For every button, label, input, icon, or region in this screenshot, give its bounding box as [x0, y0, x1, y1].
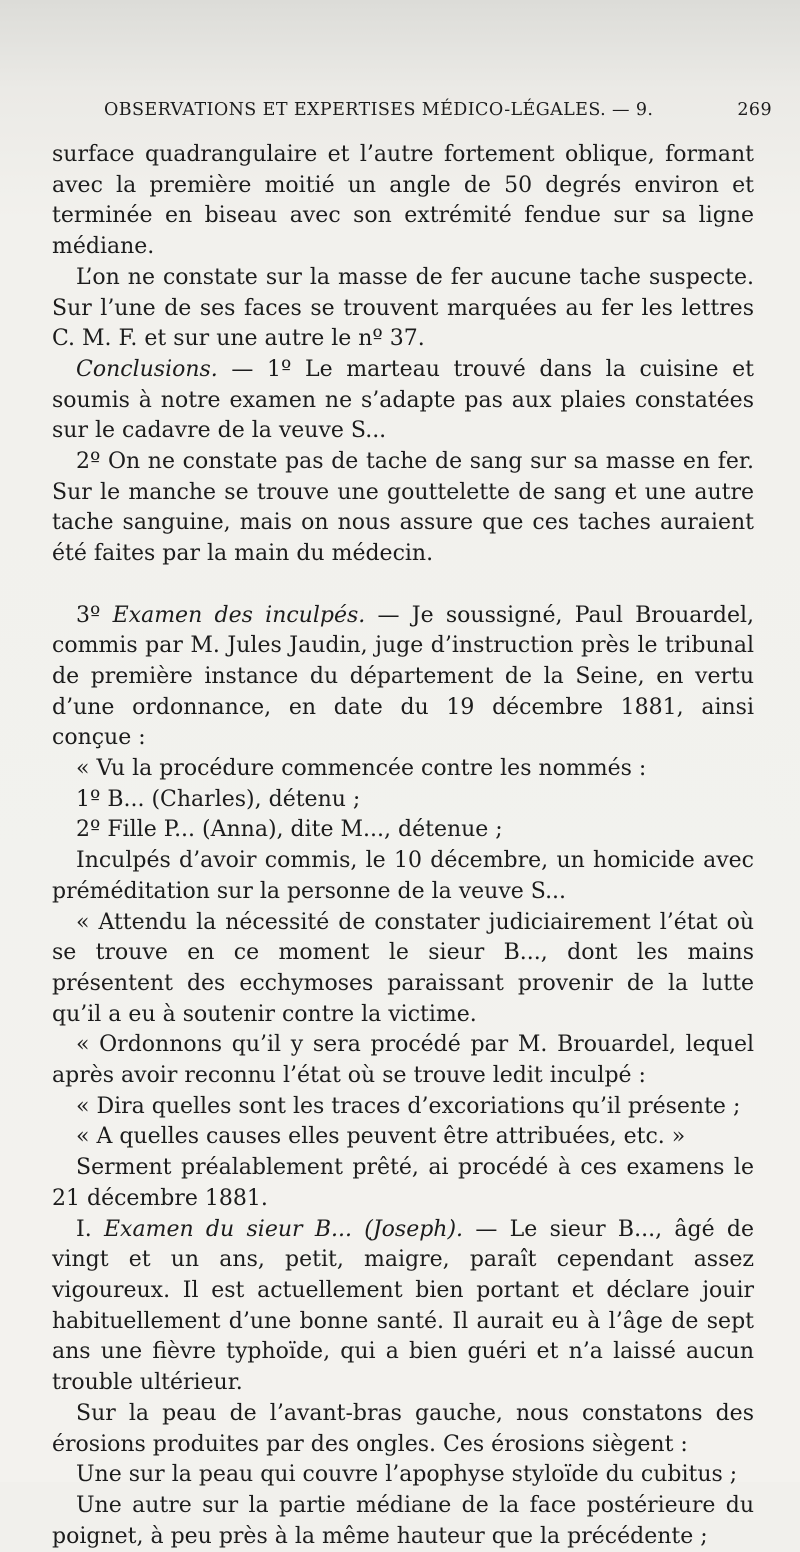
blank-line: [52, 570, 754, 601]
paragraph-heading: Examen des inculpés.: [112, 602, 366, 628]
paragraph-section: [52, 1215, 754, 1399]
paragraph-text: — 1º Le marteau trouvé dans la cuisine et soumis à notre examen ne s’adapte pas aux plaies constatées sur le cadavre de la veuve S...: [52, 356, 754, 444]
paragraph: [52, 785, 754, 816]
paragraph-text: Serment préalablement prêté, ai procédé à ces examens le 21 décembre 1881.: [52, 1155, 754, 1211]
paragraph-text: L’on ne constate sur la masse de fer aucune tache suspecte. Sur l’une de ses faces se trouvent marquées au fer les lettres C. M. F. et sur une autre le nº 37.: [52, 264, 754, 352]
paragraph: [52, 263, 754, 355]
paragraph-text: Une sur la peau qui couvre l’apophyse styloïde du cubitus ;: [76, 1462, 738, 1488]
paragraph-text: « Vu la procédure commencée contre les nommés :: [76, 756, 647, 782]
paragraph-text: « Attendu la nécessité de constater judiciairement l’état où se trouve en ce moment le sieur B..., dont les mains présentent des ecchymoses paraissant provenir de la lutte qu’il a eu à soutenir contre la victime.: [52, 909, 754, 1027]
paragraph: [52, 1030, 754, 1091]
paragraph-text: 1º B... (Charles), détenu ;: [76, 786, 361, 812]
paragraph: [52, 815, 754, 846]
paragraph-text: Inculpés d’avoir commis, le 10 décembre, un homicide avec préméditation sur la personne de la veuve S...: [52, 848, 754, 904]
paragraph-text: — Le sieur B..., âgé de vingt et un ans, petit, maigre, paraît cependant assez vigoureux. Il est actuellement bien portant et déclare jouir habituellement d’une bonne santé. Il aurait eu à l’âge de sept ans une fièvre typhoïde, qui a bien guéri et n’a laissé aucun trouble ultérieur.: [52, 1216, 754, 1396]
page-number: 269: [737, 100, 772, 120]
paragraph-text: « Dira quelles sont les traces d’excoriations qu’il présente ;: [76, 1093, 741, 1119]
paragraph: [52, 1092, 754, 1123]
paragraph: [52, 1153, 754, 1214]
paragraph-text: surface quadrangulaire et l’autre fortement oblique, formant avec la première moitié un angle de 50 degrés environ et terminée en biseau avec son extrémité fendue sur sa ligne médiane.: [52, 142, 754, 260]
paragraph: [52, 1460, 754, 1491]
paragraph-conclusions: [52, 355, 754, 447]
paragraph-section: [52, 601, 754, 755]
paragraph-text: Une autre sur la partie médiane de la face postérieure du poignet, à peu près à la même hauteur que la précédente ;: [52, 1492, 754, 1549]
paragraph: [52, 908, 754, 1031]
paragraph: [52, 447, 754, 570]
section-number: 3º: [76, 602, 113, 628]
paragraph: [52, 1491, 754, 1552]
paragraph: [52, 1122, 754, 1153]
paragraph-continuation: [52, 140, 754, 263]
running-header: [104, 100, 772, 120]
running-title: OBSERVATIONS ET EXPERTISES MÉDICO-LÉGALES. — 9.: [104, 100, 654, 120]
section-number: I.: [76, 1216, 104, 1242]
paragraph-text: 2º On ne constate pas de tache de sang sur sa masse en fer. Sur le manche se trouve une gouttelette de sang et une autre tache sanguine, mais on nous assure que ces taches auraient été faites par la main du médecin.: [52, 449, 754, 567]
paragraph-text: « Ordonnons qu’il y sera procédé par M. Brouardel, lequel après avoir reconnu l’état où se trouve ledit inculpé :: [52, 1032, 754, 1089]
paragraph-text: « A quelles causes elles peuvent être attribuées, etc. »: [76, 1124, 686, 1150]
paragraph-heading: Conclusions.: [76, 356, 218, 382]
page-body: [52, 140, 754, 1552]
paragraph: [52, 1399, 754, 1460]
paragraph: [52, 846, 754, 907]
paragraph-text: — Je soussigné, Paul Brouardel, commis par M. Jules Jaudin, juge d’instruction près le tribunal de première instance du département de la Seine, en vertu d’une ordonnance, en date du 19 décembre 1881, ainsi conçue :: [52, 602, 754, 751]
paragraph: [52, 754, 754, 785]
paragraph-text: 2º Fille P... (Anna), dite M..., détenue ;: [76, 817, 503, 843]
paragraph-text: Sur la peau de l’avant-bras gauche, nous constatons des érosions produites par des ongles. Ces érosions siègent :: [52, 1400, 754, 1457]
paragraph-heading: Examen du sieur B... (Joseph).: [104, 1216, 464, 1242]
